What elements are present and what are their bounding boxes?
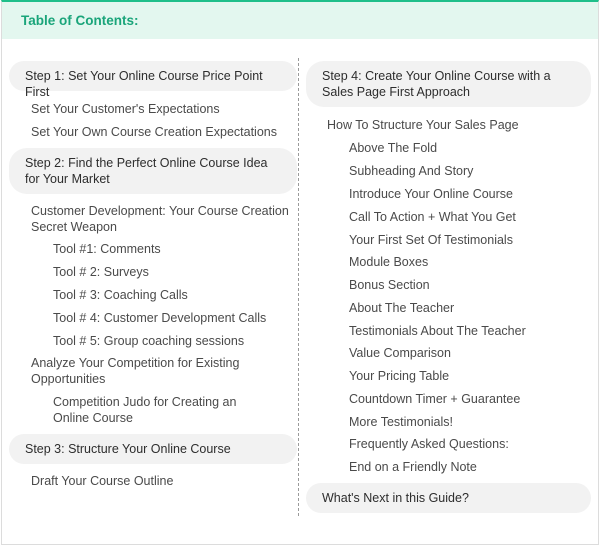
column-divider bbox=[298, 58, 299, 516]
toc-item-teacher-testimonials[interactable]: Testimonials About The Teacher bbox=[349, 324, 526, 338]
toc-item-faq[interactable]: Frequently Asked Questions: bbox=[349, 437, 509, 451]
toc-item-countdown-guarantee[interactable]: Countdown Timer + Guarantee bbox=[349, 392, 521, 406]
toc-item-competition-judo[interactable]: Competition Judo for Creating an Online Course bbox=[53, 395, 237, 425]
toc-item-customer-development[interactable]: Customer Development: Your Course Creation Secret Weapon bbox=[31, 204, 289, 234]
toc-step-2[interactable] bbox=[9, 148, 297, 194]
toc-item-own-expectations[interactable]: Set Your Own Course Creation Expectations bbox=[31, 125, 277, 139]
toc-item-about-teacher[interactable]: About The Teacher bbox=[349, 301, 455, 315]
toc-step-4[interactable] bbox=[306, 61, 591, 107]
toc-item-sales-page-structure[interactable]: How To Structure Your Sales Page bbox=[327, 118, 519, 132]
toc-item-call-to-action[interactable]: Call To Action + What You Get bbox=[349, 210, 516, 224]
toc-item-tool-3[interactable]: Tool # 3: Coaching Calls bbox=[53, 288, 188, 302]
toc-item-friendly-note[interactable]: End on a Friendly Note bbox=[349, 460, 477, 474]
toc-item-first-testimonials[interactable]: Your First Set Of Testimonials bbox=[349, 233, 513, 247]
toc-item-tool-2[interactable]: Tool # 2: Surveys bbox=[53, 265, 149, 279]
toc-item-above-fold[interactable]: Above The Fold bbox=[349, 141, 438, 155]
toc-item-more-testimonials[interactable]: More Testimonials! bbox=[349, 415, 453, 429]
toc-step-4-label: Step 4: Create Your Online Course with a Sales Page First Approach bbox=[322, 69, 551, 99]
toc-whats-next[interactable] bbox=[306, 483, 591, 513]
toc-step-1-label: Step 1: Set Your Online Course Price Point First bbox=[25, 69, 263, 99]
toc-item-tool-5[interactable]: Tool # 5: Group coaching sessions bbox=[53, 334, 245, 348]
toc-item-bonus-section[interactable]: Bonus Section bbox=[349, 278, 430, 292]
toc-item-customer-expectations[interactable]: Set Your Customer's Expectations bbox=[31, 102, 220, 116]
toc-step-3[interactable] bbox=[9, 434, 297, 464]
toc-item-tool-4[interactable]: Tool # 4: Customer Development Calls bbox=[53, 311, 267, 325]
toc-step-3-label: Step 3: Structure Your Online Course bbox=[25, 442, 231, 456]
toc-step-2-label: Step 2: Find the Perfect Online Course Idea for Your Market bbox=[25, 156, 268, 186]
toc-item-analyze-competition[interactable]: Analyze Your Competition for Existing Opportunities bbox=[31, 356, 240, 386]
toc-title: Table of Contents: bbox=[2, 2, 598, 39]
toc-item-course-outline[interactable]: Draft Your Course Outline bbox=[31, 474, 174, 488]
toc-item-module-boxes[interactable]: Module Boxes bbox=[349, 255, 429, 269]
toc-item-pricing-table[interactable]: Your Pricing Table bbox=[349, 369, 450, 383]
toc-whats-next-label: What's Next in this Guide? bbox=[322, 491, 469, 505]
toc-item-value-comparison[interactable]: Value Comparison bbox=[349, 346, 451, 360]
toc-item-tool-1[interactable]: Tool #1: Comments bbox=[53, 242, 161, 256]
toc-item-introduce-course[interactable]: Introduce Your Online Course bbox=[349, 187, 513, 201]
toc-item-subheading-story[interactable]: Subheading And Story bbox=[349, 164, 474, 178]
toc-step-1[interactable] bbox=[9, 61, 297, 99]
table-of-contents bbox=[1, 0, 599, 545]
